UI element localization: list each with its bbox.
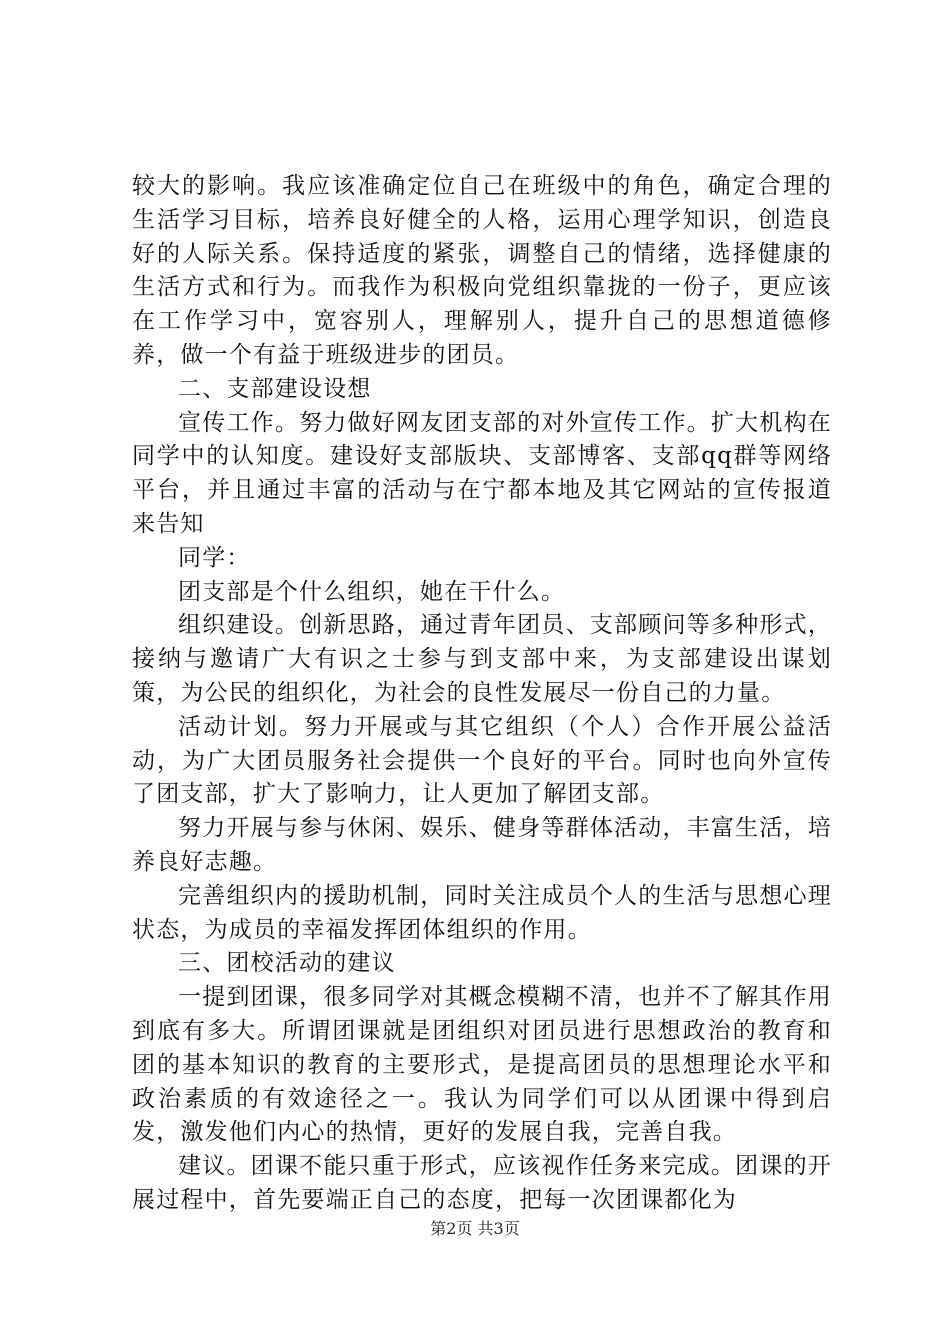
paragraph-what-is-branch: 团支部是个什么组织，她在干什么。 xyxy=(178,578,566,605)
document-body xyxy=(132,170,832,1218)
paragraph-publicity: 宣传工作。努力做好网友团支部的对外宣传工作。扩大机构在同学中的认知度。建设好支部版块、支部博客、支部qq群等网络平台，并且通过丰富的活动与在宁都本地及其它网站的宣传报道来告知 xyxy=(132,409,832,537)
section-heading-3: 三、团校活动的建议 xyxy=(178,950,396,977)
paragraph-league-class: 一提到团课，很多同学对其概念模糊不清，也并不了解其作用到底有多大。所谓团课就是团组织对团员进行思想政治的教育和团的基本知识的教育的主要形式，是提高团员的思想理论水平和政治素质的有效途径之一。我认为同学们可以从团课中得到启发，激发他们内心的热情，更好的发展自我，完善自我。 xyxy=(132,984,832,1146)
paragraph-continuation: 较大的影响。我应该准确定位自己在班级中的角色，确定合理的生活学习目标，培养良好健全的人格，运用心理学知识，创造良好的人际关系。保持适度的紧张，调整自己的情绪，选择健康的生活方式和行为。而我作为积极向党组织靠拢的一份子，更应该在工作学习中，宽容别人，理解别人，提升自己的思想道德修养，做一个有益于班级进步的团员。 xyxy=(132,173,832,368)
paragraph-suggestion: 建议。团课不能只重于形式，应该视作任务来完成。团课的开展过程中，首先要端正自己的态度，把每一次团课都化为 xyxy=(132,1153,832,1213)
paragraph-organization: 组织建设。创新思路，通过青年团员、支部顾问等多种形式，接纳与邀请广大有识之士参与到支部中来，为支部建设出谋划策，为公民的组织化，为社会的良性发展尽一份自己的力量。 xyxy=(132,612,832,706)
section-heading-2: 二、支部建设设想 xyxy=(178,375,372,402)
page-number-footer: 第2页 共3页 xyxy=(430,1219,520,1238)
paragraph-classmates: 同学： xyxy=(178,544,251,571)
paragraph-activity-plan: 活动计划。努力开展或与其它组织（个人）合作开展公益活动，为广大团员服务社会提供一个良好的平台。同时也向外宣传了团支部，扩大了影响力，让人更加了解团支部。 xyxy=(132,713,832,808)
paragraph-leisure: 努力开展与参与休闲、娱乐、健身等群体活动，丰富生活，培养良好志趣。 xyxy=(132,815,832,875)
paragraph-assistance: 完善组织内的援助机制，同时关注成员个人的生活与思想心理状态，为成员的幸福发挥团体组织的作用。 xyxy=(132,882,832,943)
